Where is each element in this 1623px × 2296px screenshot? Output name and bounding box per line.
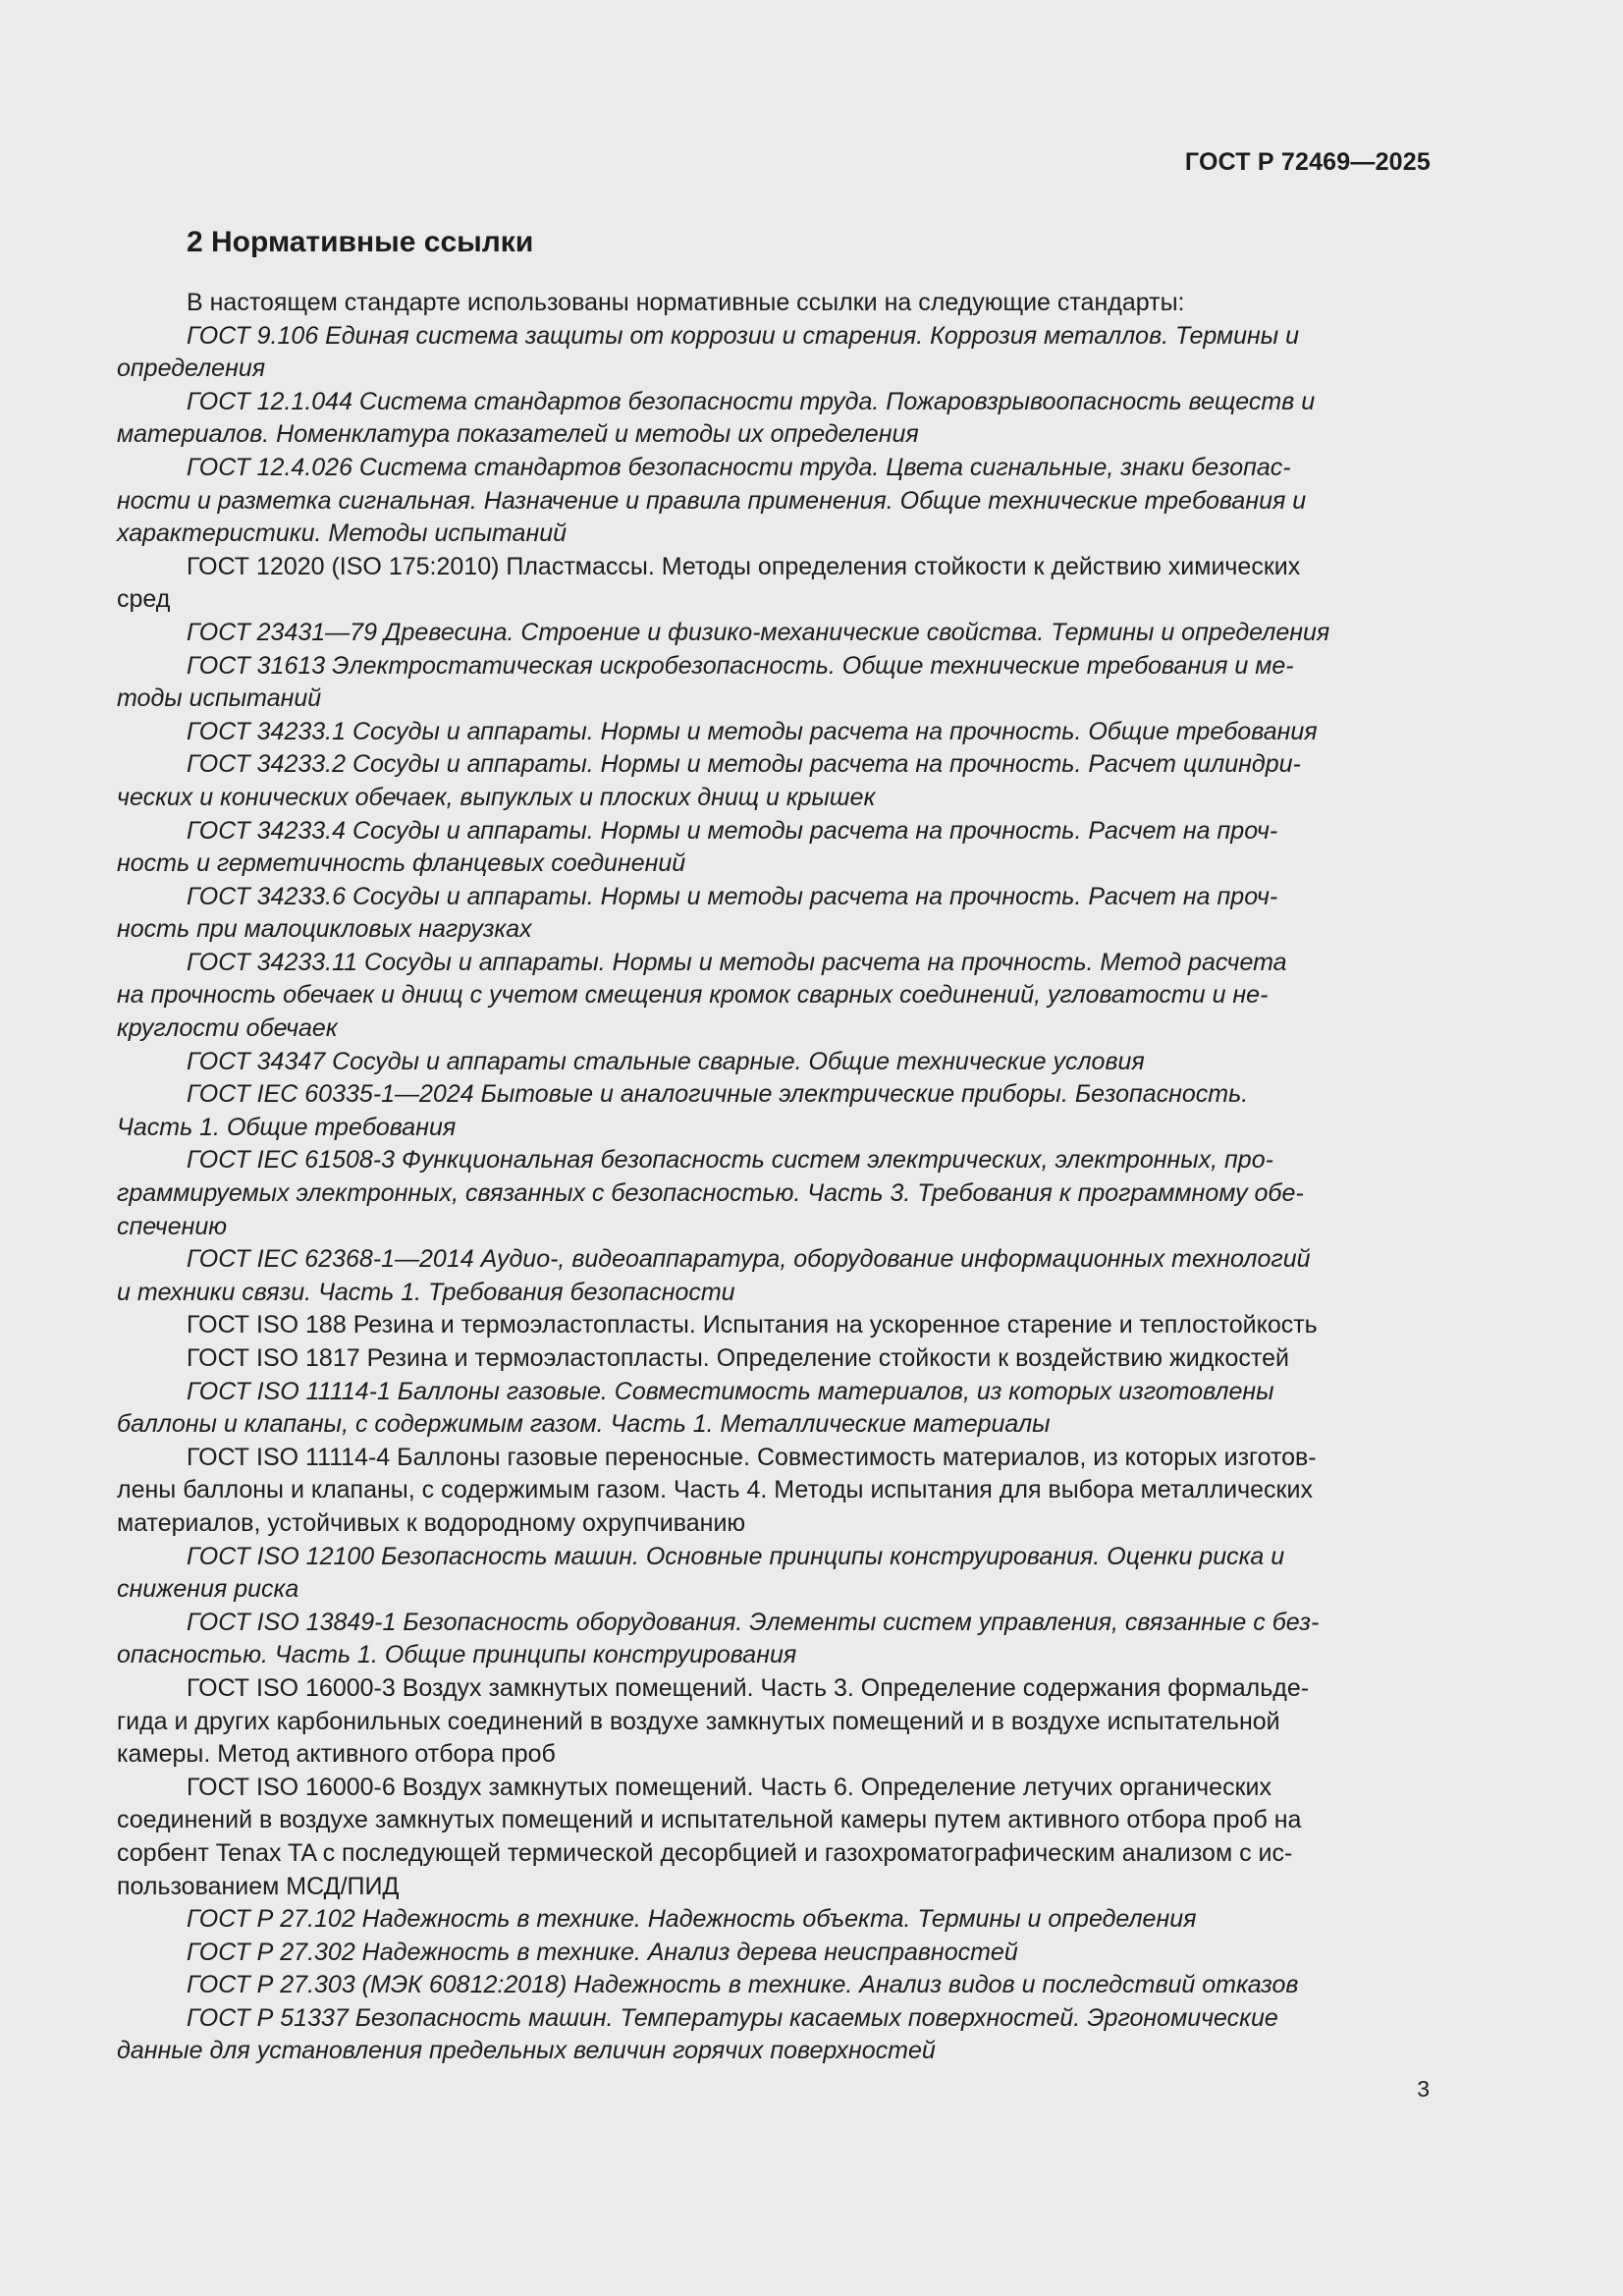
reference-item: ГОСТ 31613 Электростатическая искробезопасность. Общие технические требования и ме- тоды испытаний — [117, 651, 1294, 713]
reference-item: ГОСТ IEC 60335-1—2024 Бытовые и аналогичные электрические приборы. Безопасность. Часть 1. Общие требования — [117, 1080, 1249, 1141]
section-title: 2 Нормативные ссылки — [187, 226, 534, 258]
reference-item: ГОСТ IEC 61508-3 Функциональная безопасность систем электрических, электронных, про- граммируемых электронных, связанных с безопасностью. Часть 3. Требования к программному обе- спечению — [117, 1146, 1304, 1240]
reference-item: ГОСТ ISO 13849-1 Безопасность оборудования. Элементы систем управления, связанные с без- опасностью. Часть 1. Общие принципы конструирования — [117, 1608, 1320, 1669]
reference-item: ГОСТ ISO 1817 Резина и термоэластопласты. Определение стойкости к воздействию жидкостей — [187, 1344, 1289, 1372]
reference-item: ГОСТ 12.1.044 Система стандартов безопасности труда. Пожаровзрывоопасность веществ и материалов. Номенклатура показателей и методы их определения — [117, 387, 1316, 449]
reference-item: ГОСТ 34233.1 Сосуды и аппараты. Нормы и методы расчета на прочность. Общие требования — [187, 717, 1318, 745]
reference-item: ГОСТ 23431—79 Древесина. Строение и физико-механические свойства. Термины и определения — [187, 618, 1330, 646]
references-list — [117, 287, 1431, 2068]
reference-item: ГОСТ ISO 16000-6 Воздух замкнутых помещений. Часть 6. Определение летучих органических соединений в воздухе замкнутых помещений и испытательной камеры путем активного отбора проб на сорбент Tenax TA с последующей термической десорбцией и газохроматографическим анализом с ис- пользованием МСД/ПИД — [117, 1773, 1302, 1900]
reference-item: ГОСТ ISO 11114-1 Баллоны газовые. Совместимость материалов, из которых изготовлены баллоны и клапаны, с содержимым газом. Часть 1. Металлические материалы — [117, 1377, 1274, 1439]
reference-item: ГОСТ 34233.4 Сосуды и аппараты. Нормы и методы расчета на прочность. Расчет на проч- ность и герметичность фланцевых соединений — [117, 816, 1278, 878]
reference-item: ГОСТ Р 27.303 (МЭК 60812:2018) Надежность в технике. Анализ видов и последствий отказов — [187, 1971, 1299, 1999]
reference-item: ГОСТ 12020 (ISO 175:2010) Пластмассы. Методы определения стойкости к действию химических сред — [117, 552, 1301, 614]
reference-item: ГОСТ Р 51337 Безопасность машин. Температуры касаемых поверхностей. Эргономические данные для установления предельных величин горячих поверхностей — [117, 2003, 1278, 2065]
reference-item: ГОСТ ISO 11114-4 Баллоны газовые переносные. Совместимость материалов, из которых изготов- лены баллоны и клапаны, с содержимым газом. Часть 4. Методы испытания для выбора металлических материалов, устойчивых к водородному охрупчиванию — [117, 1443, 1317, 1537]
reference-item: ГОСТ ISO 12100 Безопасность машин. Основные принципы конструирования. Оценки риска и снижения риска — [117, 1542, 1285, 1604]
reference-item: ГОСТ 34233.6 Сосуды и аппараты. Нормы и методы расчета на прочность. Расчет на проч- ность при малоцикловых нагрузках — [117, 882, 1278, 944]
reference-item: ГОСТ 9.106 Единая система защиты от коррозии и старения. Коррозия металлов. Термины и определения — [117, 321, 1300, 383]
intro-paragraph: В настоящем стандарте использованы нормативные ссылки на следующие стандарты: — [187, 289, 1185, 316]
reference-item: ГОСТ 34233.11 Сосуды и аппараты. Нормы и методы расчета на прочность. Метод расчета на прочность обечаек и днищ с учетом смещения кромок сварных соединений, угловатости и не- круглости обечаек — [117, 948, 1287, 1043]
reference-item: ГОСТ IEC 62368-1—2014 Аудио-, видеоаппаратура, оборудование информационных технологий и техники связи. Часть 1. Требования безопасности — [117, 1245, 1311, 1306]
reference-item: ГОСТ ISO 188 Резина и термоэластопласты. Испытания на ускоренное старение и теплостойкость — [187, 1311, 1318, 1339]
reference-item: ГОСТ Р 27.302 Надежность в технике. Анализ дерева неисправностей — [187, 1938, 1018, 1966]
page-number: 3 — [1417, 2076, 1430, 2102]
document-number: ГОСТ Р 72469—2025 — [1184, 148, 1431, 176]
reference-item: ГОСТ 34233.2 Сосуды и аппараты. Нормы и методы расчета на прочность. Расчет цилиндри- ческих и конических обечаек, выпуклых и плоских днищ и крышек — [117, 750, 1301, 811]
reference-item: ГОСТ 12.4.026 Система стандартов безопасности труда. Цвета сигнальные, знаки безопас- ности и разметка сигнальная. Назначение и правила применения. Общие технические требования и характеристики. Методы испытаний — [117, 453, 1307, 548]
reference-item: ГОСТ 34347 Сосуды и аппараты стальные сварные. Общие технические условия — [187, 1047, 1145, 1075]
reference-item: ГОСТ ISO 16000-3 Воздух замкнутых помещений. Часть 3. Определение содержания формальде- гида и других карбонильных соединений в воздухе замкнутых помещений и в воздухе испытательной камеры. Метод активного отбора проб — [117, 1673, 1310, 1769]
reference-item: ГОСТ Р 27.102 Надежность в технике. Надежность объекта. Термины и определения — [187, 1905, 1197, 1934]
